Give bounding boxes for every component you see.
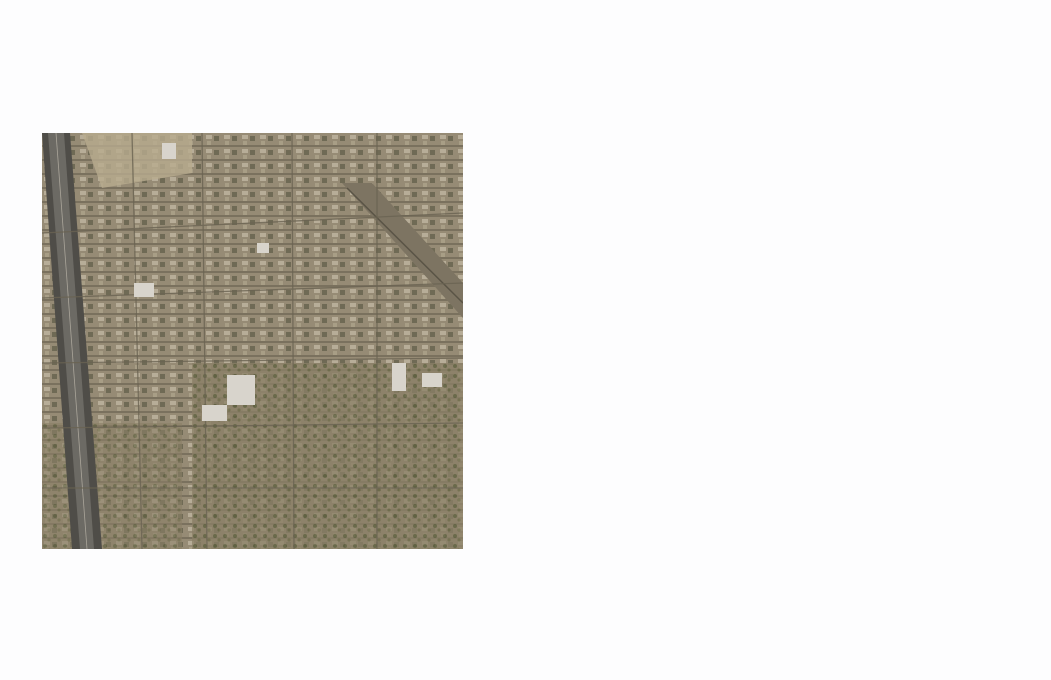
map-graphic [42,133,463,549]
aerial-map [42,133,463,549]
